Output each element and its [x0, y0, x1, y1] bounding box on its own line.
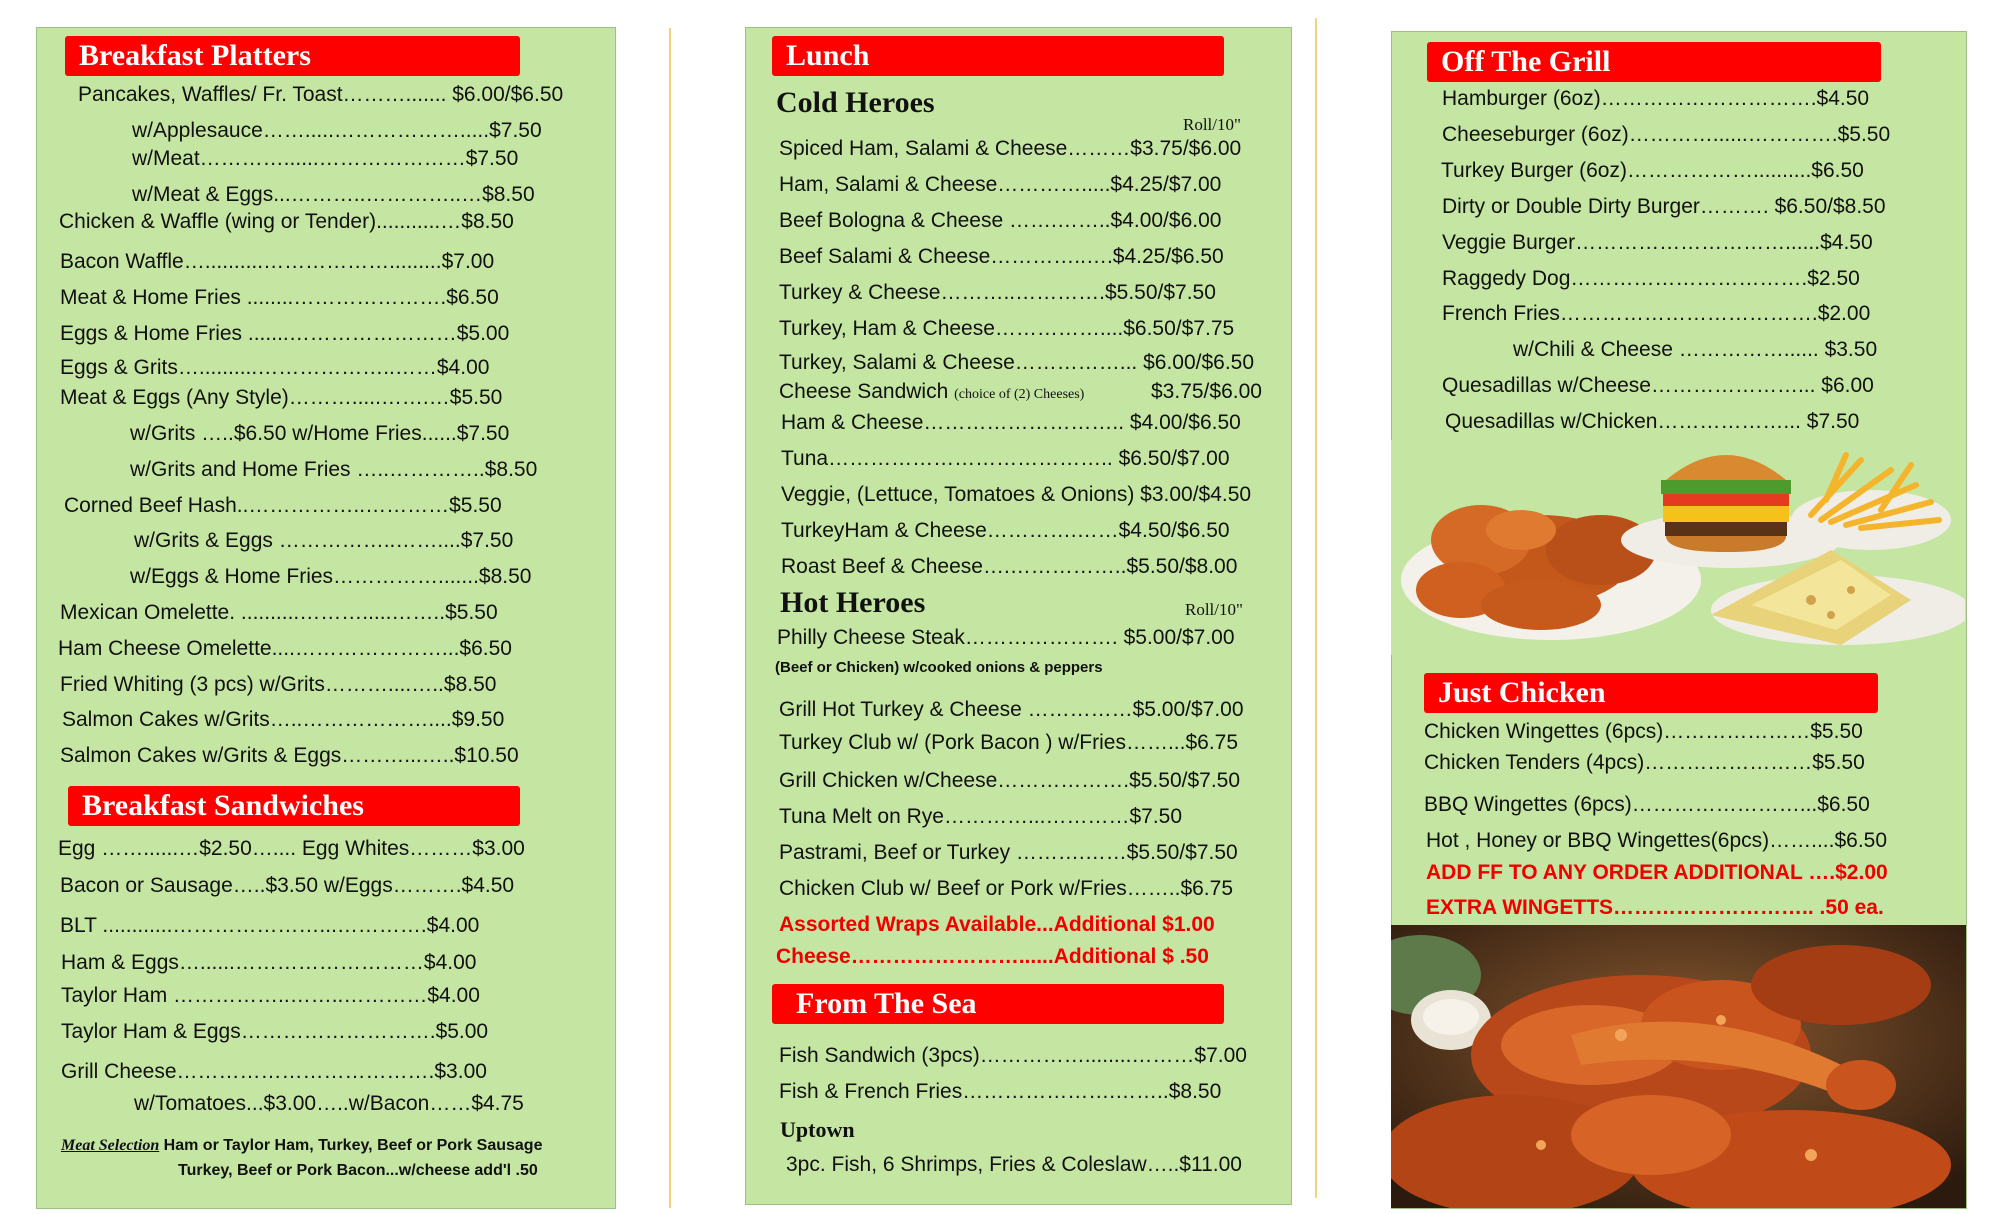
menu-item: w/Applesauce…….....……………….....$7.50 — [132, 119, 542, 142]
menu-item: Turkey, Salami & Cheese……………... $6.00/$6.50 — [779, 351, 1255, 374]
breakfast-sandwiches-header: Breakfast Sandwiches — [68, 786, 520, 826]
wraps-note: Assorted Wraps Available...Additional $1.00 — [779, 913, 1215, 936]
menu-item: Meat & Eggs (Any Style)……….....…….…$5.50 — [60, 386, 503, 409]
roll-label: Roll/10" — [1183, 115, 1241, 134]
menu-item: Bacon Waffle…..........……………….........$7.00 — [60, 250, 495, 273]
menu-item: Meat & Home Fries ........………………….$6.50 — [60, 286, 499, 309]
menu-item: Grill Hot Turkey & Cheese ……………$5.00/$7.00 — [779, 698, 1244, 721]
menu-item: Hamburger (6oz)………………………….$4.50 — [1442, 87, 1870, 110]
menu-item: Ham & Eggs…......………………………$4.00 — [61, 951, 477, 974]
menu-item: w/Tomatoes...$3.00…..w/Bacon……$4.75 — [134, 1092, 524, 1115]
menu-item: w/Meat & Eggs...………..…………..…$8.50 — [132, 183, 535, 206]
menu-item: Eggs & Home Fries .......……………………$5.00 — [60, 322, 510, 345]
menu-item: 3pc. Fish, 6 Shrimps, Fries & Coleslaw…..$11.00 — [786, 1153, 1242, 1176]
menu-item: Chicken & Waffle (wing or Tender)...........…$8.50 — [59, 210, 514, 233]
menu-item: Beef Salami & Cheese…………..….$4.25/$6.50 — [779, 245, 1224, 268]
menu-item: Fried Whiting (3 pcs) w/Grits………....…..$8.50 — [60, 673, 497, 696]
menu-item: Ham Cheese Omelette....…………………...$6.50 — [58, 637, 512, 660]
off-the-grill-header: Off The Grill — [1427, 42, 1881, 82]
menu-item: Grill Cheese……………………………….$3.00 — [61, 1060, 487, 1083]
cheese-add-note: Cheese……………………......Additional $ .50 — [776, 945, 1209, 968]
divider-2 — [1315, 18, 1317, 1198]
add-ff-note: ADD FF TO ANY ORDER ADDITIONAL ….$2.00 — [1426, 861, 1888, 884]
menu-item: w/Grits …..$6.50 w/Home Fries......$7.50 — [130, 422, 510, 445]
menu-item: w/Grits and Home Fries …..…………..$8.50 — [130, 458, 538, 481]
roll-label: Roll/10" — [1185, 600, 1243, 619]
menu-item: Beef Bologna & Cheese …….……..$4.00/$6.00 — [779, 209, 1222, 232]
menu-item: w/Meat…………......…………………$7.50 — [132, 147, 519, 170]
uptown-title: Uptown — [780, 1117, 855, 1142]
breakfast-platters-header: Breakfast Platters — [65, 36, 520, 76]
menu-item: Roast Beef & Cheese….……………..$5.50/$8.00 — [781, 555, 1238, 578]
extra-wingetts-note: EXTRA WINGETTS……………………….. .50 ea. — [1426, 896, 1884, 919]
cheese-sandwich-note: (choice of (2) Cheeses) — [954, 387, 1085, 402]
menu-item: Tuna………………………………….. $6.50/$7.00 — [781, 447, 1230, 470]
menu-item: Fish & French Fries………………….……..$8.50 — [779, 1080, 1222, 1103]
menu-item: Turkey Club w/ (Pork Bacon ) w/Fries……...$6.75 — [779, 731, 1239, 754]
menu-item: Turkey Burger (6oz)………………..........$6.50 — [1441, 159, 1864, 182]
menu-item: Ham & Cheese……………………….. $4.00/$6.50 — [781, 411, 1241, 434]
wings-image — [1391, 925, 1966, 1208]
menu-item: Raggedy Dog…………………………….$2.50 — [1442, 267, 1860, 290]
from-the-sea-header: From The Sea — [772, 984, 1224, 1024]
grill-food-image — [1391, 440, 1965, 655]
menu-item: Pancakes, Waffles/ Fr. Toast………....... $6.00/$6.50 — [78, 83, 564, 106]
meat-selection-note — [61, 1137, 542, 1155]
menu-item: Taylor Ham & Eggs……………………….$5.00 — [61, 1020, 489, 1043]
grill-food-illustration — [1391, 440, 1965, 655]
menu-item — [779, 379, 1269, 408]
menu-item: Pastrami, Beef or Turkey ……….……$5.50/$7.50 — [779, 841, 1238, 864]
menu-item: BLT ............…………………...………….$4.00 — [60, 914, 480, 937]
meat-selection-note-2: Turkey, Beef or Pork Bacon...w/cheese add'l .50 — [178, 1162, 538, 1179]
meat-selection-text: Ham or Taylor Ham, Turkey, Beef or Pork Sausage — [159, 1137, 543, 1154]
menu-item: Cheeseburger (6oz)…………......………….$5.50 — [1442, 123, 1891, 146]
menu-item: French Fries……………………………….$2.00 — [1442, 302, 1871, 325]
menu-item: Hot , Honey or BBQ Wingettes(6pcs)……....$6.50 — [1426, 829, 1888, 852]
menu-item: Eggs & Grits…..........………………..……$4.00 — [60, 356, 490, 379]
menu-item: Spiced Ham, Salami & Cheese………$3.75/$6.00 — [779, 137, 1242, 160]
menu-item: Dirty or Double Dirty Burger………. $6.50/$8.50 — [1442, 195, 1886, 218]
menu-item: Corned Beef Hash..……………..…………$5.50 — [64, 494, 502, 517]
menu-item: Taylor Ham ……………..……..…………$4.00 — [61, 984, 480, 1007]
philly-note: (Beef or Chicken) w/cooked onions & peppers — [775, 659, 1103, 676]
menu-item: Egg ……......…$2.50….... Egg Whites………$3.00 — [58, 837, 525, 860]
menu-item: Turkey, Ham & Cheese……………....$6.50/$7.75 — [779, 317, 1235, 340]
just-chicken-header: Just Chicken — [1424, 673, 1878, 713]
menu-item: Veggie Burger…………………………......$4.50 — [1442, 231, 1873, 254]
menu-item: Salmon Cakes w/Grits…..………………....$9.50 — [62, 708, 505, 731]
menu-item: Chicken Wingettes (6pcs)…………………$5.50 — [1424, 720, 1863, 743]
menu-item: w/Eggs & Home Fries…………….......$8.50 — [130, 565, 532, 588]
divider-1 — [669, 28, 671, 1208]
wings-illustration — [1391, 925, 1966, 1208]
menu-item: Chicken Club w/ Beef or Pork w/Fries……..$6.75 — [779, 877, 1234, 900]
cheese-sandwich-label: Cheese Sandwich — [779, 380, 949, 403]
menu-item: TurkeyHam & Cheese………….……$4.50/$6.50 — [781, 519, 1230, 542]
menu-item: Salmon Cakes w/Grits & Eggs………...…..$10.50 — [60, 744, 519, 767]
meat-selection-label: Meat Selection — [61, 1137, 160, 1154]
menu-item: Bacon or Sausage…..$3.50 w/Eggs……….$4.50 — [60, 874, 515, 897]
cold-heroes-title: Cold Heroes — [776, 86, 935, 119]
menu-item: Quesadillas w/Chicken………………... $7.50 — [1445, 410, 1860, 433]
menu-item: Veggie, (Lettuce, Tomatoes & Onions) $3.00/$4.50 — [781, 483, 1252, 506]
menu-item: Tuna Melt on Rye…………...…………$7.50 — [779, 805, 1183, 828]
hot-heroes-title: Hot Heroes — [780, 586, 926, 619]
menu-item: Fish Sandwich (3pcs)……………........………$7.00 — [779, 1044, 1247, 1067]
lunch-header: Lunch — [772, 36, 1224, 76]
menu-item: Ham, Salami & Cheese………….....$4.25/$7.00 — [779, 173, 1222, 196]
menu-item: Chicken Tenders (4pcs)……………………$5.50 — [1424, 751, 1865, 774]
cheese-sandwich-price: $3.75/$6.00 — [1151, 380, 1262, 403]
menu-item: Grill Chicken w/Cheese……………….$5.50/$7.50 — [779, 769, 1241, 792]
menu-item: Quesadillas w/Cheese…………………... $6.00 — [1442, 374, 1874, 397]
menu-item: Turkey & Cheese………..………….$5.50/$7.50 — [779, 281, 1216, 304]
menu-item: w/Chili & Cheese ……………...... $3.50 — [1513, 338, 1878, 361]
menu-item: BBQ Wingettes (6pcs)……………………...$6.50 — [1424, 793, 1870, 816]
menu-item: w/Grits & Eggs ……………..……....$7.50 — [134, 529, 514, 552]
menu-item: Mexican Omelette. ..........……….....……..$5.50 — [60, 601, 498, 624]
menu-item: Philly Cheese Steak…………………. $5.00/$7.00 — [777, 626, 1235, 649]
